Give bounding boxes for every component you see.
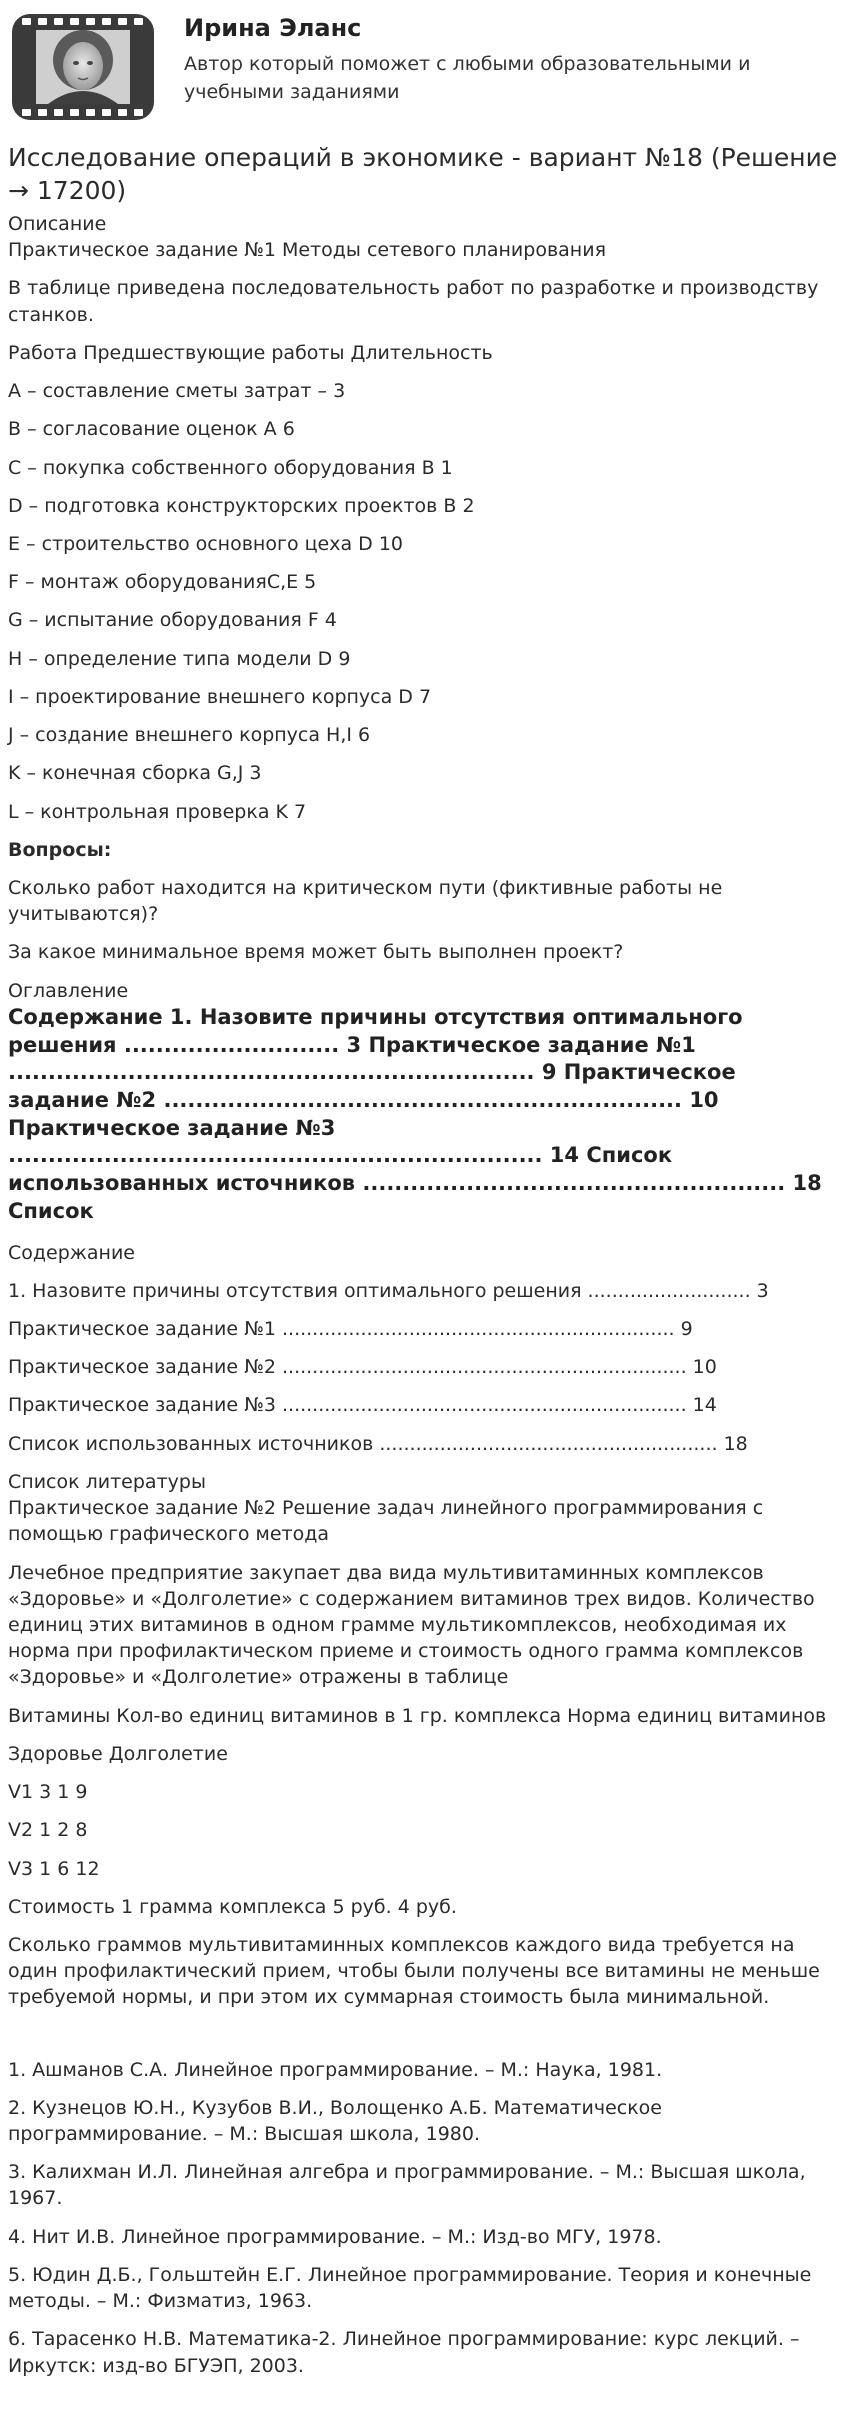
bibliography-item: 4. Нит И.В. Линейное программирование. – М.: Изд-во МГУ, 1978. [8,2225,662,2248]
work-item: J – создание внешнего корпуса Н,I 6 [8,724,371,747]
bibliography-item: 2. Кузнецов Ю.Н., Кузубов В.И., Волощенко А.Б. Математическое программирование. – М.: Высшая школа, 1980. [8,2096,662,2146]
work-item: I – проектирование внешнего корпуса D 7 [8,685,432,708]
toc-bold-text: Содержание 1. Назовите причины отсутствия оптимального решения ........................... 3 Практическое задание №1 .................................................................. 9 Практическое задание №2 ................................................................. 10 Практическое задание №3 ................................................................... 14 Список использованных источников ..................................................... 18 Список [8,1004,822,1223]
film-frame-avatar-icon [8,8,158,126]
task2-intro: Лечебное предприятие закупает два вида мультивитаминных комплексов «Здоровье» и «Долголетие» с содержанием витаминов трех видов. Количество единиц этих витаминов в одном грамме мультикомплексов, необходимая их норма при профилактическом приеме и стоимость одного грамма комплексов «Здоровье» и «Долголетие» отражены в таблице [8,1561,815,1689]
contents-label: Содержание [8,1241,135,1264]
references-label: Список литературы [8,1470,206,1493]
bibliography-item: 3. Калихман И.Л. Линейная алгебра и программирование. – М.: Высшая школа, 1967. [8,2161,806,2210]
task2-question: Сколько граммов мультивитаминных комплексов каждого вида требуется на один профилактический прием, чтобы были получены все витамины не меньше требуемой нормы, и при этом их суммарная стоимость была минимальной. [8,1933,820,2009]
contents-item: Список использованных источников ........................................................ 18 [8,1432,748,1455]
question-item: Сколько работ находится на критическом пути (фиктивные работы не учитываются)? [8,876,723,926]
work-item: L – контрольная проверка K 7 [8,800,307,823]
bibliography-item: 5. Юдин Д.Б., Гольштейн Е.Г. Линейное программирование. Теория и конечные методы. – М.: Физматиз, 1963. [8,2263,812,2313]
vitamin-table-row: Стоимость 1 грамма комплекса 5 руб. 4 руб. [8,1895,457,1918]
questions-label: Вопросы: [8,838,112,861]
bibliography-item: 1. Ашманов С.А. Линейное программирование. – М.: Наука, 1981. [8,2058,663,2081]
bibliography-item: 6. Тарасенко Н.В. Математика-2. Линейное программирование: курс лекций. – Иркутск: изд-во БГУЭП, 2003. [8,2328,800,2377]
page-title: Исследование операций в экономике - вариант №18 (Решение → 17200) [8,143,838,205]
work-item: Е – строительство основного цеха D 10 [8,532,404,555]
task1-intro: В таблице приведена последовательность работ по разработке и производству станков. [8,277,819,326]
author-avatar[interactable] [8,8,158,126]
author-block [8,8,839,126]
vitamin-table-row: V1 3 1 9 [8,1781,88,1804]
work-item: В – согласование оценок А 6 [8,418,295,441]
work-item: А – составление сметы затрат – 3 [8,380,346,403]
vitamin-table-row: V3 1 6 12 [8,1857,100,1880]
vitamin-table-row: V2 1 2 8 [8,1819,88,1842]
contents-item: 1. Назовите причины отсутствия оптимального решения ........................... 3 [8,1279,769,1302]
work-item: D – подготовка конструкторских проектов В 2 [8,494,475,517]
work-item: F – монтаж оборудованияС,Е 5 [8,571,317,594]
vitamin-table-row: Здоровье Долголетие [8,1742,228,1765]
work-item: K – конечная сборка G,J 3 [8,762,262,785]
table-header: Работа Предшествующие работы Длительность [8,341,493,364]
contents-item: Практическое задание №1 ................................................................. 9 [8,1318,693,1340]
contents-item: Практическое задание №3 ................................................................... 14 [8,1394,717,1417]
work-item: С – покупка собственного оборудования В 1 [8,456,453,479]
question-item: За какое минимальное время может быть выполнен проект? [8,941,624,964]
work-item: G – испытание оборудования F 4 [8,609,337,632]
author-name[interactable]: Ирина Эланс [184,14,362,42]
description-label: Описание [8,213,107,235]
toc-label: Оглавление [8,979,129,1002]
author-info [184,8,839,106]
work-item: Н – определение типа модели D 9 [8,647,351,670]
author-description: Автор который поможет с любыми образовательными и учебными заданиями [184,53,751,103]
vitamin-table-row: Витамины Кол-во единиц витаминов в 1 гр. комплекса Норма единиц витаминов [8,1704,827,1727]
contents-item: Практическое задание №2 ................................................................... 10 [8,1356,717,1379]
task2-title: Практическое задание №2 Решение задач линейного программирования с помощью графического метода [8,1497,764,1546]
task1-title: Практическое задание №1 Методы сетевого планирования [8,239,607,262]
spacer [8,2023,839,2057]
